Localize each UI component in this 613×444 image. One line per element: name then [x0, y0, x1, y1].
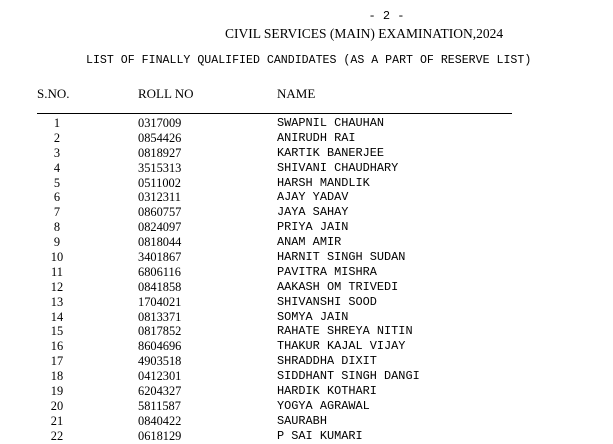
serial-number-cell: 2 — [53, 130, 61, 145]
candidate-name-cell: KARTIK BANERJEE — [277, 145, 385, 160]
roll-number-cell: 0818927 — [138, 145, 182, 160]
table-row — [0, 235, 613, 250]
serial-number-cell: 10 — [50, 250, 64, 265]
roll-number-cell: 3401867 — [138, 250, 182, 265]
table-row — [0, 146, 613, 161]
serial-number-cell: 17 — [50, 354, 64, 369]
list-title: LIST OF FINALLY QUALIFIED CANDIDATES (AS A PART OF RESERVE LIST) — [86, 54, 532, 67]
table-row — [0, 190, 613, 205]
candidate-name-cell: ANIRUDH RAI — [277, 130, 356, 145]
exam-title: CIVIL SERVICES (MAIN) EXAMINATION,2024 — [225, 26, 504, 41]
candidate-name-cell: RAHATE SHREYA NITIN — [277, 324, 413, 339]
serial-number-cell: 7 — [53, 205, 61, 220]
table-row — [0, 176, 613, 191]
roll-number-cell: 0412301 — [138, 369, 182, 384]
roll-number-cell: 0312311 — [138, 190, 181, 205]
candidate-name-cell: SHRADDHA DIXIT — [277, 354, 377, 369]
roll-number-cell: 0818044 — [138, 235, 182, 250]
table-row — [0, 369, 613, 384]
candidate-name-cell: P SAI KUMARI — [277, 428, 363, 443]
table-row — [0, 280, 613, 295]
serial-number-cell: 20 — [50, 398, 64, 413]
table-row — [0, 116, 613, 131]
header-divider — [37, 113, 512, 114]
column-header-roll-no: ROLL NO — [138, 86, 194, 101]
table-row — [0, 384, 613, 399]
table-row — [0, 265, 613, 280]
candidate-name-cell: HARDIK KOTHARI — [277, 384, 377, 399]
table-row — [0, 310, 613, 325]
serial-number-cell: 12 — [50, 279, 64, 294]
candidate-name-cell: PRIYA JAIN — [277, 220, 349, 235]
serial-number-cell: 1 — [53, 116, 61, 130]
roll-number-cell: 0841858 — [138, 279, 182, 294]
serial-number-cell: 22 — [50, 428, 64, 443]
table-header — [0, 86, 613, 102]
table-row — [0, 429, 613, 444]
serial-number-cell: 9 — [53, 235, 61, 250]
roll-number-cell: 0317009 — [138, 116, 182, 130]
table-row — [0, 295, 613, 310]
candidate-name-cell: AAKASH OM TRIVEDI — [277, 279, 399, 294]
page-number: - 2 - — [368, 9, 405, 23]
roll-number-cell: 0854426 — [138, 130, 182, 145]
table-row — [0, 324, 613, 339]
table-row — [0, 354, 613, 369]
candidate-name-cell: HARNIT SINGH SUDAN — [277, 250, 406, 265]
candidate-name-cell: HARSH MANDLIK — [277, 175, 370, 190]
candidate-name-cell: SAURABH — [277, 413, 327, 428]
candidate-name-cell: YOGYA AGRAWAL — [277, 398, 370, 413]
roll-number-cell: 8604696 — [138, 339, 182, 354]
roll-number-cell: 0618129 — [138, 428, 182, 443]
candidate-list — [0, 116, 613, 444]
serial-number-cell: 8 — [53, 220, 61, 235]
serial-number-cell: 19 — [50, 384, 64, 399]
table-row — [0, 161, 613, 176]
roll-number-cell: 6204327 — [138, 384, 182, 399]
serial-number-cell: 4 — [53, 160, 61, 175]
table-row — [0, 250, 613, 265]
table-row — [0, 205, 613, 220]
column-header-name: NAME — [277, 86, 316, 101]
roll-number-cell: 5811587 — [138, 398, 181, 413]
serial-number-cell: 3 — [53, 145, 61, 160]
roll-number-cell: 4903518 — [138, 354, 182, 369]
serial-number-cell: 11 — [51, 264, 63, 279]
roll-number-cell: 0511002 — [138, 175, 181, 190]
table-row — [0, 220, 613, 235]
candidate-name-cell: JAYA SAHAY — [277, 205, 349, 220]
candidate-name-cell: SOMYA JAIN — [277, 309, 349, 324]
roll-number-cell: 0860757 — [138, 205, 182, 220]
candidate-name-cell: SHIVANI CHAUDHARY — [277, 160, 399, 175]
candidate-name-cell: SHIVANSHI SOOD — [277, 294, 377, 309]
roll-number-cell: 0824097 — [138, 220, 182, 235]
candidate-name-cell: SWAPNIL CHAUHAN — [277, 116, 385, 130]
serial-number-cell: 16 — [50, 339, 64, 354]
roll-number-cell: 0817852 — [138, 324, 182, 339]
roll-number-cell: 1704021 — [138, 294, 182, 309]
roll-number-cell: 0840422 — [138, 413, 182, 428]
serial-number-cell: 18 — [50, 369, 64, 384]
roll-number-cell: 0813371 — [138, 309, 182, 324]
candidate-name-cell: THAKUR KAJAL VIJAY — [277, 339, 406, 354]
table-row — [0, 399, 613, 414]
serial-number-cell: 5 — [53, 175, 61, 190]
serial-number-cell: 14 — [50, 309, 64, 324]
candidate-name-cell: PAVITRA MISHRA — [277, 264, 377, 279]
candidate-name-cell: AJAY YADAV — [277, 190, 349, 205]
roll-number-cell: 3515313 — [138, 160, 182, 175]
serial-number-cell: 21 — [50, 413, 64, 428]
candidate-name-cell: ANAM AMIR — [277, 235, 342, 250]
candidate-name-cell: SIDDHANT SINGH DANGI — [277, 369, 420, 384]
column-header-sno: S.NO. — [37, 86, 70, 101]
serial-number-cell: 6 — [53, 190, 61, 205]
roll-number-cell: 6806116 — [138, 264, 181, 279]
table-row — [0, 131, 613, 146]
serial-number-cell: 15 — [50, 324, 64, 339]
table-row — [0, 339, 613, 354]
table-row — [0, 414, 613, 429]
serial-number-cell: 13 — [50, 294, 64, 309]
